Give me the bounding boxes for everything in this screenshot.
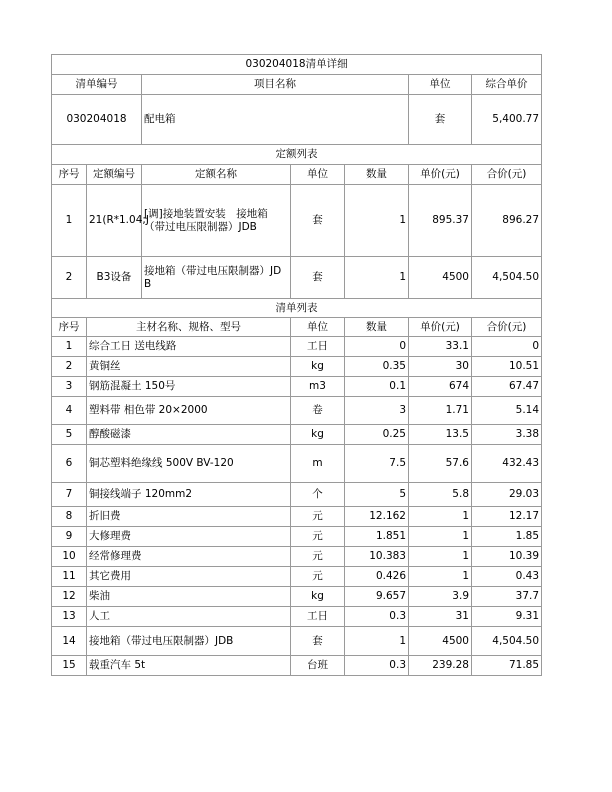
quota-header-seq: 序号 [52, 165, 87, 185]
list-item-name: 配电箱 [142, 95, 409, 145]
material-row [52, 627, 542, 656]
material-seq: 13 [52, 607, 87, 627]
list-header-code: 清单编号 [52, 75, 142, 95]
quota-header-unit: 单位 [291, 165, 345, 185]
material-name: 黄铜丝 [87, 357, 291, 377]
material-price: 1 [409, 567, 472, 587]
material-qty: 5 [345, 483, 409, 507]
material-qty: 12.162 [345, 507, 409, 527]
material-name: 其它费用 [87, 567, 291, 587]
material-row [52, 397, 542, 425]
material-name: 钢筋混凝土 150号 [87, 377, 291, 397]
material-qty: 9.657 [345, 587, 409, 607]
list-item-unit-price: 5,400.77 [472, 95, 542, 145]
material-seq: 15 [52, 656, 87, 676]
list-header-unit: 单位 [409, 75, 472, 95]
material-total: 432.43 [472, 445, 542, 483]
material-unit: kg [291, 357, 345, 377]
material-name: 折旧费 [87, 507, 291, 527]
quota-header-code: 定额编号 [87, 165, 142, 185]
material-row [52, 377, 542, 397]
material-price: 239.28 [409, 656, 472, 676]
material-total: 37.7 [472, 587, 542, 607]
material-unit: kg [291, 587, 345, 607]
material-row [52, 483, 542, 507]
quota-total: 896.27 [472, 185, 542, 257]
material-name: 综合工日 送电线路 [87, 337, 291, 357]
material-unit: 元 [291, 507, 345, 527]
material-row [52, 425, 542, 445]
quota-qty: 1 [345, 257, 409, 299]
material-seq: 14 [52, 627, 87, 656]
material-qty: 7.5 [345, 445, 409, 483]
material-seq: 6 [52, 445, 87, 483]
quota-qty: 1 [345, 185, 409, 257]
quota-row [52, 257, 542, 299]
material-unit: 元 [291, 567, 345, 587]
material-qty: 0 [345, 337, 409, 357]
material-total: 0.43 [472, 567, 542, 587]
material-price: 1.71 [409, 397, 472, 425]
quota-total: 4,504.50 [472, 257, 542, 299]
material-unit: 工日 [291, 337, 345, 357]
quota-code: B3设备 [87, 257, 142, 299]
quota-seq: 1 [52, 185, 87, 257]
material-unit: 台班 [291, 656, 345, 676]
material-total: 4,504.50 [472, 627, 542, 656]
material-header-qty: 数量 [345, 318, 409, 337]
quota-name: 接地箱（带过电压限制器）JDB [142, 257, 291, 299]
material-unit: kg [291, 425, 345, 445]
quota-seq: 2 [52, 257, 87, 299]
material-unit: m [291, 445, 345, 483]
quota-unit: 套 [291, 185, 345, 257]
material-price: 3.9 [409, 587, 472, 607]
material-list [52, 337, 542, 676]
material-qty: 3 [345, 397, 409, 425]
material-section-title: 清单列表 [52, 299, 542, 318]
material-price: 33.1 [409, 337, 472, 357]
material-unit: 元 [291, 547, 345, 567]
material-name: 塑料带 相色带 20×2000 [87, 397, 291, 425]
material-qty: 1 [345, 627, 409, 656]
material-price: 1 [409, 547, 472, 567]
material-price: 13.5 [409, 425, 472, 445]
material-name: 接地箱（带过电压限制器）JDB [87, 627, 291, 656]
material-row [52, 507, 542, 527]
material-total: 71.85 [472, 656, 542, 676]
material-row [52, 337, 542, 357]
material-seq: 1 [52, 337, 87, 357]
material-row [52, 357, 542, 377]
material-price: 1 [409, 527, 472, 547]
material-name: 柴油 [87, 587, 291, 607]
material-price: 4500 [409, 627, 472, 656]
material-row [52, 587, 542, 607]
material-header-seq: 序号 [52, 318, 87, 337]
material-row [52, 656, 542, 676]
quota-header-total: 合价(元) [472, 165, 542, 185]
detail-table [51, 54, 542, 676]
material-price: 31 [409, 607, 472, 627]
quota-code: 21(R*1.04;J [87, 185, 142, 257]
list-header-name: 项目名称 [142, 75, 409, 95]
material-name: 人工 [87, 607, 291, 627]
material-total: 9.31 [472, 607, 542, 627]
material-qty: 1.851 [345, 527, 409, 547]
list-item-unit: 套 [409, 95, 472, 145]
material-name: 载重汽车 5t [87, 656, 291, 676]
material-total: 3.38 [472, 425, 542, 445]
material-qty: 0.35 [345, 357, 409, 377]
material-row [52, 567, 542, 587]
material-price: 1 [409, 507, 472, 527]
material-total: 12.17 [472, 507, 542, 527]
material-qty: 0.3 [345, 656, 409, 676]
material-name: 铜接线端子 120mm2 [87, 483, 291, 507]
material-price: 57.6 [409, 445, 472, 483]
material-total: 0 [472, 337, 542, 357]
material-header-total: 合价(元) [472, 318, 542, 337]
list-item-code: 030204018 [52, 95, 142, 145]
quota-header-name: 定额名称 [142, 165, 291, 185]
quota-section-title: 定额列表 [52, 145, 542, 165]
material-header-name: 主材名称、规格、型号 [87, 318, 291, 337]
material-unit: 元 [291, 527, 345, 547]
material-header-price: 单价(元) [409, 318, 472, 337]
material-seq: 9 [52, 527, 87, 547]
material-header-unit: 单位 [291, 318, 345, 337]
material-name: 醇酸磁漆 [87, 425, 291, 445]
material-name: 经常修理费 [87, 547, 291, 567]
material-seq: 10 [52, 547, 87, 567]
material-total: 10.51 [472, 357, 542, 377]
material-seq: 3 [52, 377, 87, 397]
material-total: 67.47 [472, 377, 542, 397]
material-row [52, 547, 542, 567]
material-qty: 10.383 [345, 547, 409, 567]
material-price: 674 [409, 377, 472, 397]
material-total: 10.39 [472, 547, 542, 567]
material-total: 5.14 [472, 397, 542, 425]
material-seq: 7 [52, 483, 87, 507]
list-header-unit-price: 综合单价 [472, 75, 542, 95]
material-unit: 个 [291, 483, 345, 507]
material-row [52, 445, 542, 483]
quota-price: 895.37 [409, 185, 472, 257]
material-total: 1.85 [472, 527, 542, 547]
quota-price: 4500 [409, 257, 472, 299]
material-name: 铜芯塑料绝缘线 500V BV-120 [87, 445, 291, 483]
material-qty: 0.1 [345, 377, 409, 397]
material-seq: 2 [52, 357, 87, 377]
quota-header-price: 单价(元) [409, 165, 472, 185]
material-seq: 12 [52, 587, 87, 607]
table-title: 030204018清单详细 [52, 55, 542, 75]
material-seq: 5 [52, 425, 87, 445]
quota-row [52, 185, 542, 257]
material-unit: m3 [291, 377, 345, 397]
material-unit: 套 [291, 627, 345, 656]
material-price: 5.8 [409, 483, 472, 507]
material-seq: 8 [52, 507, 87, 527]
material-seq: 11 [52, 567, 87, 587]
material-unit: 卷 [291, 397, 345, 425]
material-row [52, 527, 542, 547]
material-qty: 0.426 [345, 567, 409, 587]
material-total: 29.03 [472, 483, 542, 507]
material-unit: 工日 [291, 607, 345, 627]
quota-name: [调]接地装置安装 接地箱（带过电压限制器）JDB [142, 185, 291, 257]
quota-header-qty: 数量 [345, 165, 409, 185]
material-price: 30 [409, 357, 472, 377]
material-qty: 0.3 [345, 607, 409, 627]
material-row [52, 607, 542, 627]
material-qty: 0.25 [345, 425, 409, 445]
material-seq: 4 [52, 397, 87, 425]
quota-unit: 套 [291, 257, 345, 299]
material-name: 大修理费 [87, 527, 291, 547]
